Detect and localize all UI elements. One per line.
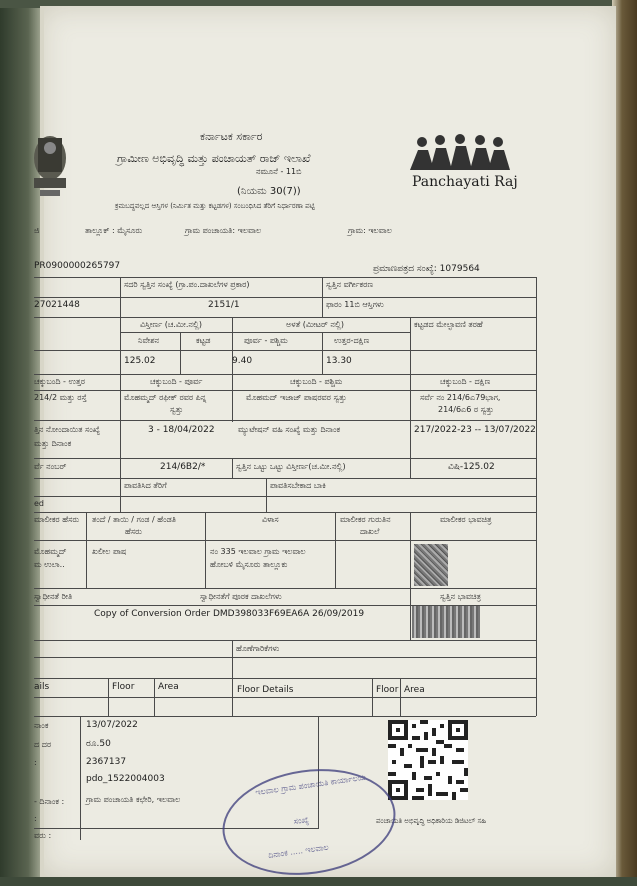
- owner-name-value: ಮೊಹಮ್ಮದ್: [34, 547, 67, 556]
- boundary-south-label: ಚಕ್ಕುಬಂದಿ - ದಕ್ಷಿಣ: [440, 377, 491, 386]
- boundary-west-value: ಮೊಹಮದ್ ಇಜಾಜ್ ಪಾಷರವರ ಸ್ವತ್ತು: [246, 393, 347, 402]
- property-photo-label: ಸ್ವತ್ತಿನ ಭಾವಚಿತ್ರ: [440, 592, 481, 601]
- north-south-value: 13.30: [326, 356, 352, 366]
- site-label: ನಿವೇಶನ: [138, 336, 160, 345]
- floor-details-label: Floor Details: [237, 685, 294, 695]
- floor-details-left: ails: [34, 682, 50, 692]
- east-west-value: 9.40: [232, 356, 253, 366]
- site-area-label: ವಿಸ್ತೀರ್ಣ (ಚ.ಮೀ.ನಲ್ಲಿ): [140, 320, 202, 329]
- east-west-label: ಪೂರ್ವ - ಪಶ್ಚಿಮ: [244, 336, 288, 345]
- seal-text-bottom: ದಿನಾಂಕ ..... ಇಲವಾಲ: [267, 842, 330, 860]
- footer-receipt-label: :: [34, 758, 37, 767]
- property-type-value: ಫಾರಂ 11ಬಿ ಆಸ್ತಿಗಳು: [326, 300, 384, 309]
- building-label: ಕಟ್ಟಡ: [196, 336, 211, 345]
- boundary-east-value: ಮೊಹಮ್ಮದ್ ರಫೀಕ್ ರವರ ಪಿನ್ನ: [124, 393, 207, 402]
- karnataka-emblem-icon: [28, 128, 72, 200]
- boundary-south-value: ಸರ್ವೆ ನಂ 214/6ಎ79ಭಾಗ,: [420, 393, 501, 402]
- total-area-label: ಸ್ವತ್ತಿನ ಒಟ್ಟು ಒಟ್ಟು ವಿಸ್ತೀರ್ಣ(ಚ.ಮೀ.ನಲ್ಲಿ): [236, 462, 346, 471]
- owner-name-value-2: ಮ ಉಲಾ..: [34, 560, 65, 569]
- footer-fee-value: ರೂ.50: [86, 739, 111, 749]
- district-fragment: ಜಿ: [34, 226, 40, 235]
- liabilities-label: ಹೊಣೆಗಾರಿಕೆಗಳು: [236, 644, 280, 653]
- taluk: ತಾಲ್ಲೂಕ್ : ಮೈಸೂರು: [85, 226, 143, 235]
- village: ಗ್ರಾಮ: ಇಲವಾಲ: [348, 226, 392, 235]
- survey-label: ರ್ವೆ ನಂಬರ್: [34, 462, 67, 471]
- address-value: ನಂ 335 ಇಲವಾಲ ಗ್ರಾಮ ಇಲವಾಲ: [210, 547, 306, 556]
- north-south-label: ಉತ್ತರ-ದಕ್ಷಿಣ: [334, 336, 370, 345]
- boundary-north-value: 214/2 ಮತ್ತು ರಸ್ತೆ: [34, 393, 87, 402]
- account-number: 27021448: [34, 300, 80, 310]
- certificate-number: ಪ್ರಮಾಣಪತ್ರದ ಸಂಖ್ಯೆ: 1079564: [373, 264, 480, 274]
- document-page: [40, 6, 616, 877]
- acquisition-docs-label: ಸ್ವಾಧೀನತೆಗೆ ಪೂರಕ ದಾಖಲೆಗಳು: [200, 592, 282, 601]
- floor-label-1: Floor: [112, 682, 135, 692]
- footer-office-label: :: [34, 814, 37, 823]
- form-number: ನಮೂನೆ - 11ಬಿ: [256, 167, 302, 176]
- mutation-value: 217/2022-23 -- 13/07/2022: [414, 425, 536, 435]
- survey-number-label: ಸದರಿ ಸ್ವತ್ತಿನ ಸಂಖ್ಯೆ (ಗ್ರಾ.ಪಂ.ದಾಖಲೆಗಳ ಪ್ರಕಾರ): [124, 280, 250, 289]
- boundary-east-label: ಚಕ್ಕುಬಂದಿ - ಪೂರ್ವ: [150, 377, 203, 386]
- department-title: ಗ್ರಾಮೀಣ ಅಭಿವೃದ್ಧಿ ಮತ್ತು ಪಂಚಾಯತ್ ರಾಜ್ ಇಲಾಖೆ: [117, 152, 311, 165]
- logo-text: Panchayati Raj: [412, 174, 518, 190]
- property-type-label: ಸ್ವತ್ತಿನ ವರ್ಗೀಕರಣ: [326, 280, 374, 289]
- tax-balance-label: ಪಾವತಿಸಬೇಕಾದ ಬಾಕಿ: [270, 481, 326, 490]
- boundary-west-label: ಚಕ್ಕುಬಂದಿ - ಪಶ್ಚಿಮ: [290, 377, 343, 386]
- state-title: ಕರ್ನಾಟಕ ಸರ್ಕಾರ: [200, 130, 263, 143]
- father-name-label: ತಂದೆ / ತಾಯಿ / ಗಂಡ / ಹೆಂಡತಿ: [92, 515, 176, 524]
- survey-number-value: 2151/1: [208, 300, 240, 310]
- father-name-value: ಖಲೀಲ ಪಾಷ: [92, 547, 127, 556]
- mutation-label: ಮ್ಯುಟೇಷನ್ ವಹಿ ಸಂಖ್ಯೆ ಮತ್ತು ದಿನಾಂಕ: [238, 425, 341, 434]
- footer-officer-label: - ದಿನಾಂಕ :: [34, 797, 65, 806]
- tax-paid-label: ಪಾವತಿಸಿದ ತೆರಿಗೆ: [124, 481, 167, 490]
- owner-photo: [414, 544, 448, 586]
- father-name-label-2: ಹೆಸರು: [125, 527, 142, 536]
- owner-name-label: ಮಾಲೀಕರ ಹೆಸರು: [34, 515, 80, 524]
- owner-photo-label: ಮಾಲೀಕರ ಭಾವಚಿತ್ರ: [440, 515, 492, 524]
- dimension-label: ಅಳತೆ (ಮೀಟರ್ ನಲ್ಲಿ): [286, 320, 344, 329]
- rule-number: (ನಿಯಮ 30(7)): [237, 186, 301, 197]
- area-label-2: Area: [404, 685, 425, 695]
- footer-fee-label: ದ ದರ: [34, 740, 52, 749]
- address-value-2: ಹೋಬಳಿ ಮೈಸೂರು ತಾಲ್ಲೂಕು: [210, 560, 288, 569]
- panchayati-raj-logo-icon: [408, 134, 512, 172]
- seal-text-top: ಇಲವಾಲ ಗ್ರಾಮ ಪಂಚಾಯತಿ ಕಾರ್ಯಾಲಯ: [254, 772, 367, 798]
- qr-code-icon: [388, 720, 468, 800]
- site-area-value: 125.02: [124, 356, 156, 366]
- boundary-north-label: ಚಕ್ಕುಬಂದಿ - ಉತ್ತರ: [34, 377, 86, 386]
- footer-office-value: ಗ್ರಾಮ ಪಂಚಾಯತಿ ಕಛೇರಿ, ಇಲವಾಲ: [86, 795, 181, 804]
- gram-panchayat: ಗ್ರಾಮ ಪಂಚಾಯತಿ: ಇಲವಾಲ: [185, 226, 262, 235]
- roof-type-label: ಕಟ್ಟಡದ ಮೇಲ್ಛಾವಣಿ ತರಹೆ: [414, 320, 483, 329]
- address-label: ವಿಳಾಸ: [262, 515, 279, 524]
- acquisition-docs-value: Copy of Conversion Order DMD398033F69EA6A 26/09/2019: [94, 609, 365, 619]
- acquisition-mode-label: ಸ್ವಾಧೀನತೆ ರೀತಿ: [34, 592, 73, 601]
- owner-id-label-2: ದಾಖಲೆ: [360, 527, 380, 536]
- area-label-1: Area: [158, 682, 179, 692]
- registration-label-2: ಮತ್ತು ದಿನಾಂಕ: [34, 439, 72, 448]
- boundary-south-value-2: 214/6ಎ6 ರ ಸ್ವತ್ತು: [438, 405, 494, 414]
- property-photo: [412, 606, 480, 638]
- form-subtitle: ಕ್ರಮಬದ್ಧವಲ್ಲದ ಆಸ್ತಿಗಳ (ನಿರ್ಮಿತ ಮತ್ತು ಕಟ್ಟಡಗಳ) ಸಂಬಂಧಿಸಿದ ತೆರಿಗೆ ನಿರ್ಧಾರಣಾ ಪಟ್ಟಿ: [115, 202, 315, 210]
- footer-receipt-value: 2367137: [86, 757, 127, 767]
- footer-officer-value: pdo_1522004003: [86, 774, 165, 784]
- footer-date-value: 13/07/2022: [86, 720, 138, 730]
- footer-sign-label: ವರು :: [34, 831, 52, 840]
- floor-label-2: Floor: [376, 685, 399, 695]
- registration-label: ತ್ತಿನ ನೋಂದಾಯಿತ ಸಂಖ್ಯೆ: [34, 425, 101, 434]
- tax-left-label: ed: [34, 499, 44, 508]
- footer-date-label: ನಾಂಕ: [34, 721, 49, 730]
- boundary-east-value-2: ಸ್ವತ್ತು: [170, 405, 184, 414]
- survey-value: 214/6B2/*: [160, 462, 206, 472]
- property-id: PR0900000265797: [34, 261, 121, 271]
- total-area-value: ವಿಷಿ-125.02: [448, 462, 495, 472]
- registration-value: 3 - 18/04/2022: [148, 425, 215, 435]
- digital-signature-label: ಪಂಚಾಯತಿ ಅಭಿವೃದ್ಧಿ ಅಧಿಕಾರಿಯ ಡಿಜಿಟಲ್ ಸಹಿ: [376, 817, 487, 825]
- seal-text-middle: ಸಂಖ್ಯೆ: [293, 815, 310, 827]
- owner-id-label: ಮಾಲೀಕರ ಗುರುತಿನ: [340, 515, 391, 524]
